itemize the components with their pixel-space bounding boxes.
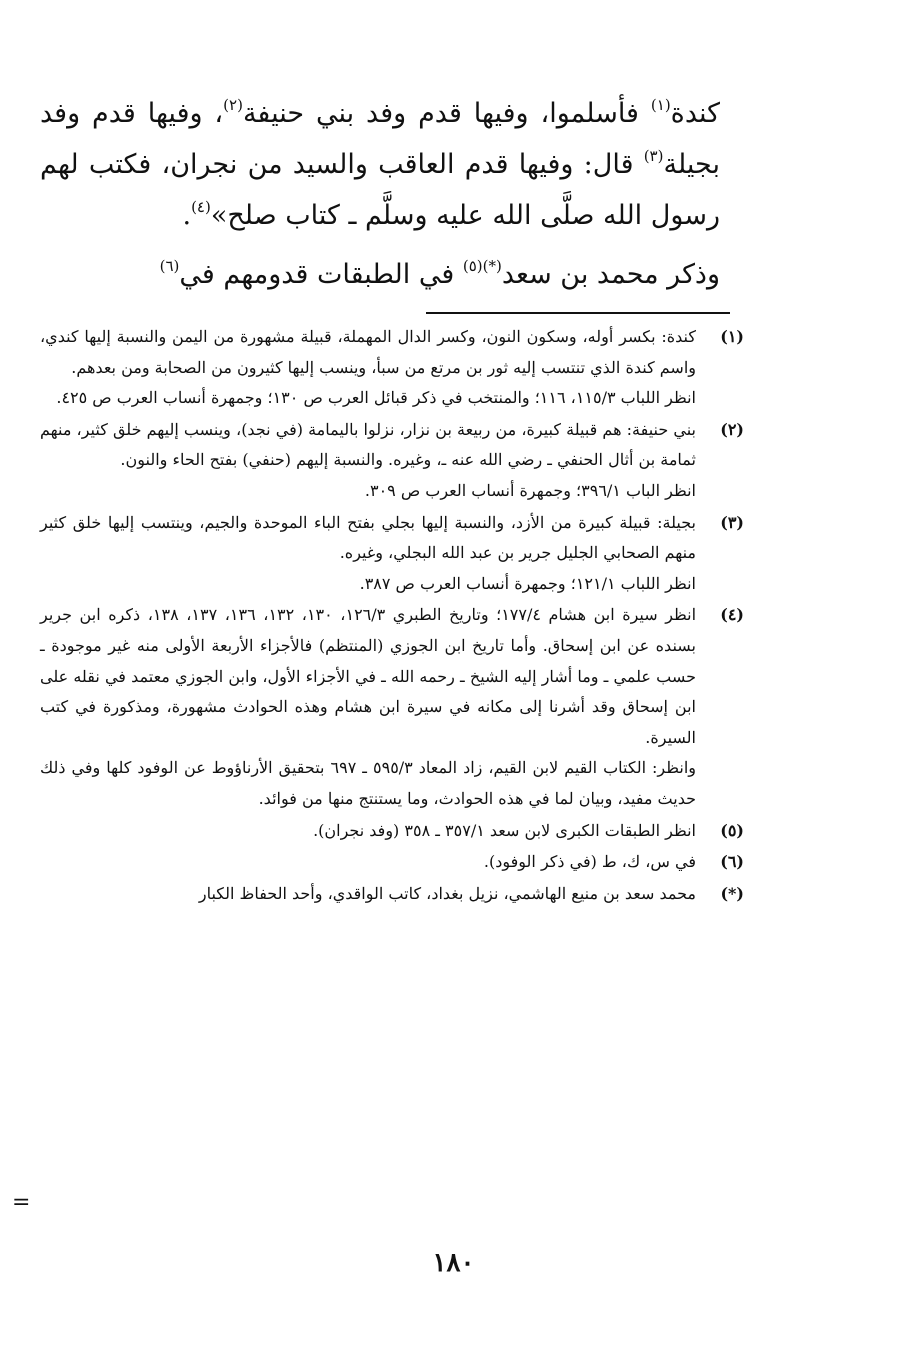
page-number: ١٨٠ — [432, 1248, 475, 1278]
footnote-ref: (٥) — [462, 257, 483, 275]
footnote-text: انظر الطبقات الكبرى لابن سعد ٣٥٧/١ ـ ٣٥٨ (وفد نجران). — [313, 820, 696, 840]
footnote-ref: (١) — [650, 96, 671, 114]
footnote-text: انظر سيرة ابن هشام ١٧٧/٤؛ وتاريخ الطبري ١٢٦/٣، ١٣٠، ١٣٢، ١٣٦، ١٣٧، ١٣٨، ذكره ابن جرير بسنده عن ابن إسحاق. وأما تاريخ ابن الجوزي (المنتظم) فالأجزاء الأربعة الأولى منه غير موجودة ـ حسب علمي ـ وما أشار إليه الشيخ ـ رحمه الله ـ في الأجزاء الأول، وابن الجوزي معتمد في نقله على ابن إسحاق وقد أشرنا إلى مكانه في سيرة ابن هشام وهذه الحوادث مشهورة، ومذكورة في كتب السيرة. وانظر: الكتاب القيم لابن القيم، زاد المعاد ٥٩٥/٣ ـ ٦٩٧ بتحقيق الأرناؤوط عن الوفود كلها وفي ذلك حديث مفيد، وبيان لما في هذه الحوادث، وما يستنتج منها من فوائد. — [40, 605, 697, 808]
footnote-text: في س، ك، ط (في ذكر الوفود). — [483, 852, 696, 872]
footnote-ref: (*) — [482, 257, 502, 275]
paragraph-2: وذكر محمد بن سعد$^{(*)(٥)}$ في الطبقات قدومهم في$^{(٦)}$ — [159, 257, 720, 290]
continuation-mark: = — [12, 1190, 31, 1215]
footnote-3 — [40, 508, 744, 600]
footnote-text: كندة: بكسر أوله، وسكون النون، وكسر الدال المهملة، قبيلة مشهورة من اليمن والنسبة إليها كندي، واسم كندة الذي تنتسب إليه ثور بن مرتع من سبأ، وينسب إليها كثيرون من الصحابة ومن بعدهم. انظر اللباب ١١٥/٣، ١١٦؛ والمنتخب في ذكر قبائل العرب ص ١٣٠؛ وجمهرة أنساب العرب ص ٤٢٥. — [40, 327, 696, 408]
footnotes — [40, 322, 744, 910]
footnote-text: محمد سعد بن منيع الهاشمي، نزيل بغداد، كاتب الواقدي، وأحد الحفاظ الكبار — [198, 883, 696, 903]
paragraph-1: كندة$^{(١)}$ فأسلموا، وفيها قدم وفد بني حنيفة$^{(٢)}$، وفيها قدم وفد بجيلة$^{(٣)}$ قال: وفيها قدم العاقب والسيد من نجران، فكتب لهم رسول الله صلَّى الله عليه وسلَّم ـ كتاب صلح»$^{(٤)}$. — [40, 96, 720, 231]
footnote-text: بني حنيفة: هم قبيلة كبيرة، من ربيعة بن نزار، نزلوا باليمامة (في نجد)، وينسب إليهم خلق كثير، منهم ثمامة بن أثال الحنفي ـ رضي الله عنه ـ، وغيره. والنسبة إليهم (حنفي) بفتح الحاء والنون. انظر الباب ٣٩٦/١؛ وجمهرة أنساب العرب ص ٣٠٩. — [40, 419, 696, 500]
footnote-number: (١) — [720, 327, 744, 346]
footnote-number: (٦) — [720, 852, 744, 872]
footnote-1 — [40, 322, 744, 414]
footnote-number: (٥) — [720, 820, 744, 840]
footnote-ref: (٢) — [223, 96, 243, 114]
footnote-number: (٤) — [720, 605, 744, 625]
footnote-2 — [40, 415, 744, 507]
footnote-6 — [40, 847, 744, 878]
footnote-5 — [40, 816, 744, 847]
footnote-star — [40, 879, 744, 910]
footnote-number: (٣) — [720, 512, 744, 532]
main-text — [40, 88, 720, 300]
footnote-ref: (٤) — [191, 198, 211, 216]
footnote-number: (*) — [720, 883, 744, 903]
footnote-ref: (٦) — [159, 257, 180, 275]
footnote-text: بجيلة: قبيلة كبيرة من الأزد، والنسبة إليها بجلي بفتح الباء الموحدة والجيم، وينتسب إليها خلق كثير منهم الصحابي الجليل جرير بن عبد الله البجلي، وغيره. انظر اللباب ١٢١/١؛ وجمهرة أنساب العرب ص ٣٨٧. — [40, 512, 696, 593]
footnote-number: (٢) — [720, 419, 744, 439]
footnote-ref: (٣) — [643, 147, 664, 165]
footnote-separator — [426, 312, 730, 314]
footnote-4 — [40, 600, 744, 814]
